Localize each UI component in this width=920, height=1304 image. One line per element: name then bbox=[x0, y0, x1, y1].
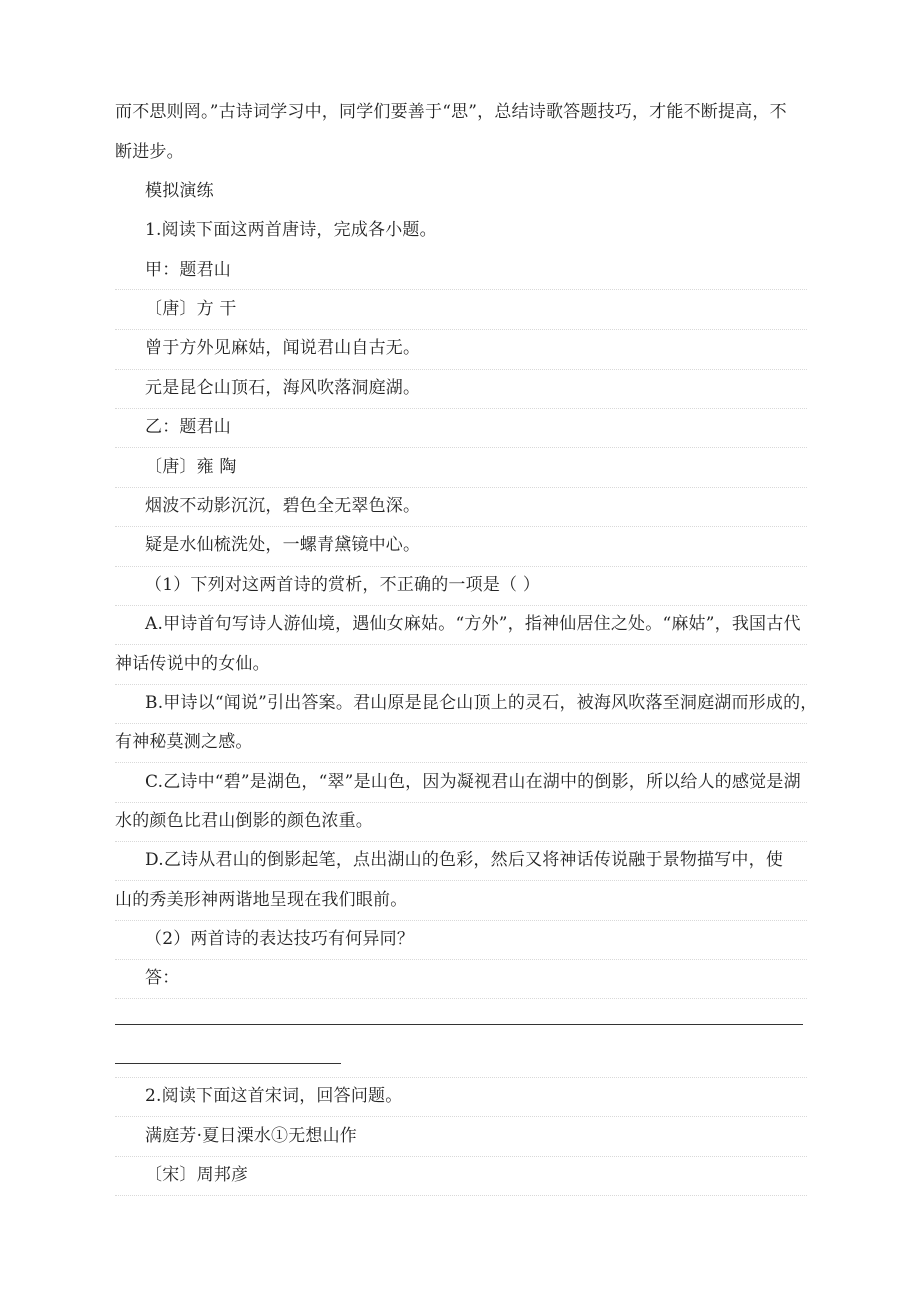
answer-blank-line[interactable] bbox=[115, 1063, 341, 1064]
option-c: C.乙诗中“碧”是湖色，“翠”是山色，因为凝视君山在湖中的倒影，所以给人的感觉是湖 bbox=[145, 772, 801, 792]
poem-b-verse: 疑是水仙梳洗处，一螺青黛镜中心。 bbox=[145, 535, 421, 555]
option-a-cont: 神话传说中的女仙。 bbox=[115, 654, 270, 674]
answer-blank-line[interactable] bbox=[115, 1024, 803, 1025]
ruled-line bbox=[115, 958, 807, 999]
sub-question-2: （2）两首诗的表达技巧有何异同？ bbox=[145, 929, 415, 949]
option-a: A.甲诗首句写诗人游仙境，遇仙女麻姑。“方外”，指神仙居住之处。“麻姑”，我国古代 bbox=[145, 614, 801, 634]
poem-c-author: 〔宋〕周邦彦 bbox=[145, 1165, 249, 1185]
option-d-cont: 山的秀美形神两谐地呈现在我们眼前。 bbox=[115, 890, 408, 910]
poem-a-author: 〔唐〕方 干 bbox=[145, 299, 237, 319]
poem-a-title: 甲：题君山 bbox=[145, 260, 231, 280]
ruled-line bbox=[115, 1037, 807, 1078]
answer-label: 答： bbox=[145, 968, 180, 988]
poem-a-verse: 曾于方外见麻姑，闻说君山自古无。 bbox=[145, 338, 421, 358]
sub-question-1: （1）下列对这两首诗的赏析，不正确的一项是（ ） bbox=[145, 575, 541, 595]
option-d: D.乙诗从君山的倒影起笔，点出湖山的色彩，然后又将神话传说融于景物描写中，使 bbox=[145, 850, 784, 870]
paragraph-line: 而不思则罔。”古诗词学习中，同学们要善于“思”，总结诗歌答题技巧，才能不断提高，不 bbox=[115, 102, 787, 122]
section-heading: 模拟演练 bbox=[145, 181, 214, 201]
poem-c-title: 满庭芳·夏日溧水①无想山作 bbox=[145, 1126, 358, 1146]
poem-b-title: 乙：题君山 bbox=[145, 417, 231, 437]
paragraph-line: 断进步。 bbox=[115, 142, 184, 162]
question-2-prompt: 2.阅读下面这首宋词，回答问题。 bbox=[145, 1086, 403, 1106]
option-c-cont: 水的颜色比君山倒影的颜色浓重。 bbox=[115, 811, 373, 831]
option-b-cont: 有神秘莫测之感。 bbox=[115, 732, 253, 752]
poem-b-verse: 烟波不动影沉沉，碧色全无翠色深。 bbox=[145, 496, 421, 516]
poem-b-author: 〔唐〕雍 陶 bbox=[145, 457, 237, 477]
question-1-prompt: 1.阅读下面这两首唐诗，完成各小题。 bbox=[145, 220, 437, 240]
poem-a-verse: 元是昆仑山顶石，海风吹落洞庭湖。 bbox=[145, 378, 421, 398]
option-b: B.甲诗以“闻说”引出答案。君山原是昆仑山顶上的灵石，被海风吹落至洞庭湖而形成的， bbox=[145, 693, 818, 713]
